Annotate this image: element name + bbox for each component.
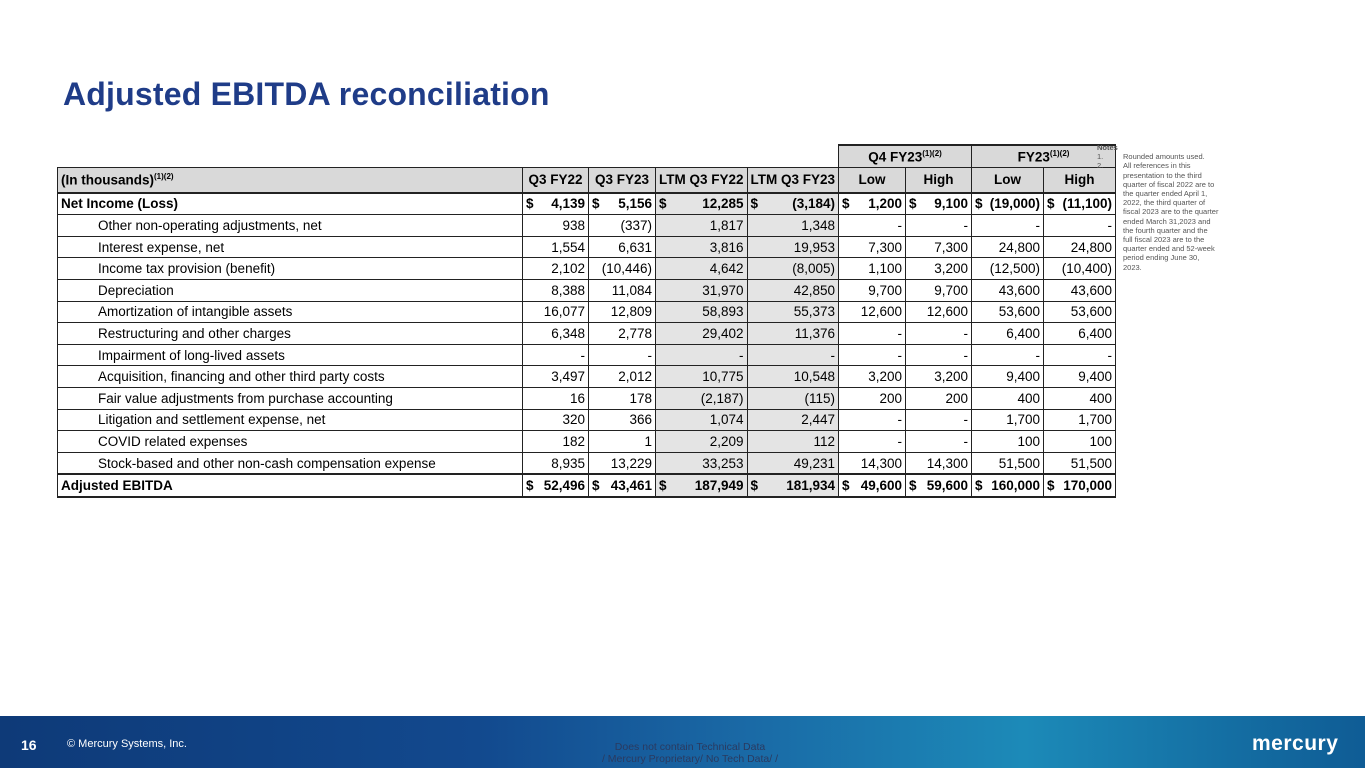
cell-value: 14,300 bbox=[906, 452, 972, 474]
cell-value: 8,388 bbox=[523, 279, 589, 301]
cell-value: 16 bbox=[523, 387, 589, 409]
column-header: LTM Q3 FY23 bbox=[747, 167, 839, 193]
cell-value: 400 bbox=[972, 387, 1044, 409]
cell-value: - bbox=[839, 215, 906, 237]
cell-value: 9,700 bbox=[906, 279, 972, 301]
cell-value: 3,200 bbox=[839, 366, 906, 388]
cell-value: 7,300 bbox=[906, 236, 972, 258]
dollar-sign: $ bbox=[592, 478, 600, 494]
dollar-sign: $ bbox=[592, 196, 600, 212]
row-label: Adjusted EBITDA bbox=[58, 474, 523, 497]
cell-value: 320 bbox=[523, 409, 589, 431]
column-header: Low bbox=[839, 167, 906, 193]
cell-value: 51,500 bbox=[972, 452, 1044, 474]
row-label: Stock-based and other non-cash compensation expense bbox=[58, 452, 523, 474]
cell-value: 9,700 bbox=[839, 279, 906, 301]
cell-value: $ 52,496 bbox=[523, 474, 589, 497]
cell-value: - bbox=[972, 344, 1044, 366]
cell-value: (2,187) bbox=[656, 387, 748, 409]
cell-value: 1,348 bbox=[747, 215, 839, 237]
cell-value: 4,642 bbox=[656, 258, 748, 280]
cell-value: - bbox=[906, 215, 972, 237]
row-label: Amortization of intangible assets bbox=[58, 301, 523, 323]
copyright: © Mercury Systems, Inc. bbox=[67, 738, 187, 750]
row-label: Fair value adjustments from purchase accounting bbox=[58, 387, 523, 409]
cell-value: - bbox=[906, 409, 972, 431]
table-row bbox=[58, 344, 1116, 366]
column-header-row bbox=[58, 167, 1116, 193]
row-label: Depreciation bbox=[58, 279, 523, 301]
table-row bbox=[58, 366, 1116, 388]
cell-value: 31,970 bbox=[656, 279, 748, 301]
cell-value: - bbox=[747, 344, 839, 366]
cell-value: (12,500) bbox=[972, 258, 1044, 280]
cell-value: 1,554 bbox=[523, 236, 589, 258]
cell-value: 49,231 bbox=[747, 452, 839, 474]
cell-value: 43,600 bbox=[972, 279, 1044, 301]
group-header-row bbox=[58, 145, 1116, 167]
column-header: High bbox=[1044, 167, 1116, 193]
table-row bbox=[58, 323, 1116, 345]
cell-value: 6,400 bbox=[1044, 323, 1116, 345]
cell-value: - bbox=[589, 344, 656, 366]
table-row bbox=[58, 215, 1116, 237]
cell-value: 12,809 bbox=[589, 301, 656, 323]
table-row bbox=[58, 387, 1116, 409]
table-row bbox=[58, 193, 1116, 215]
column-header: High bbox=[906, 167, 972, 193]
dollar-sign: $ bbox=[975, 196, 983, 212]
page-number: 16 bbox=[21, 737, 37, 753]
cell-value: (10,400) bbox=[1044, 258, 1116, 280]
table-row bbox=[58, 431, 1116, 453]
table-row bbox=[58, 279, 1116, 301]
row-label: Net Income (Loss) bbox=[58, 193, 523, 215]
cell-value: 51,500 bbox=[1044, 452, 1116, 474]
cell-value: 1,817 bbox=[656, 215, 748, 237]
cell-value: 53,600 bbox=[972, 301, 1044, 323]
cell-value: 42,850 bbox=[747, 279, 839, 301]
cell-value: 178 bbox=[589, 387, 656, 409]
dollar-sign: $ bbox=[659, 478, 667, 494]
cell-value: 33,253 bbox=[656, 452, 748, 474]
cell-value: 9,400 bbox=[972, 366, 1044, 388]
cell-value: 6,400 bbox=[972, 323, 1044, 345]
cell-value: 3,497 bbox=[523, 366, 589, 388]
cell-value: 938 bbox=[523, 215, 589, 237]
cell-value: 1 bbox=[589, 431, 656, 453]
cell-value: - bbox=[1044, 215, 1116, 237]
row-label: Acquisition, financing and other third party costs bbox=[58, 366, 523, 388]
notes-heading: Notes bbox=[1097, 143, 1118, 152]
cell-value: (115) bbox=[747, 387, 839, 409]
cell-value: $ (11,100) bbox=[1044, 193, 1116, 215]
cell-value: $ 5,156 bbox=[589, 193, 656, 215]
column-header: LTM Q3 FY22 bbox=[656, 167, 748, 193]
cell-value: 12,600 bbox=[906, 301, 972, 323]
cell-value: 19,953 bbox=[747, 236, 839, 258]
cell-value: $ 59,600 bbox=[906, 474, 972, 497]
dollar-sign: $ bbox=[909, 196, 917, 212]
mercury-logo: mercury bbox=[1252, 732, 1339, 755]
cell-value: 13,229 bbox=[589, 452, 656, 474]
cell-value: - bbox=[839, 431, 906, 453]
cell-value: 1,700 bbox=[972, 409, 1044, 431]
cell-value: 112 bbox=[747, 431, 839, 453]
row-label: Interest expense, net bbox=[58, 236, 523, 258]
table-row bbox=[58, 301, 1116, 323]
cell-value: (8,005) bbox=[747, 258, 839, 280]
dollar-sign: $ bbox=[659, 196, 667, 212]
cell-value: (337) bbox=[589, 215, 656, 237]
dollar-sign: $ bbox=[526, 196, 534, 212]
cell-value: 43,600 bbox=[1044, 279, 1116, 301]
cell-value: $ 1,200 bbox=[839, 193, 906, 215]
dollar-sign: $ bbox=[526, 478, 534, 494]
note-item: 1. Rounded amounts used. bbox=[1097, 152, 1205, 162]
dollar-sign: $ bbox=[1047, 196, 1055, 212]
cell-value: 2,778 bbox=[589, 323, 656, 345]
dollar-sign: $ bbox=[975, 478, 983, 494]
cell-value: 2,012 bbox=[589, 366, 656, 388]
notes bbox=[1097, 143, 1219, 272]
column-header: Q3 FY22 bbox=[523, 167, 589, 193]
row-label: Litigation and settlement expense, net bbox=[58, 409, 523, 431]
cell-value: 100 bbox=[972, 431, 1044, 453]
group-header-fy23: $FY23^{(1)(2)}$ bbox=[972, 145, 1116, 167]
cell-value: 182 bbox=[523, 431, 589, 453]
dollar-sign: $ bbox=[750, 478, 759, 494]
dollar-sign: $ bbox=[909, 478, 917, 494]
cell-value: 11,376 bbox=[747, 323, 839, 345]
cell-value: 10,775 bbox=[656, 366, 748, 388]
cell-value: 7,300 bbox=[839, 236, 906, 258]
cell-value: 8,935 bbox=[523, 452, 589, 474]
cell-value: 29,402 bbox=[656, 323, 748, 345]
ebitda-table bbox=[57, 144, 1116, 498]
cell-value: $ 4,139 bbox=[523, 193, 589, 215]
cell-value: 16,077 bbox=[523, 301, 589, 323]
cell-value: - bbox=[839, 344, 906, 366]
disclaimer: Does not contain Technical Data / Mercury Proprietary/ No Tech Data/ / bbox=[601, 741, 779, 765]
cell-value: 10,548 bbox=[747, 366, 839, 388]
cell-value: - bbox=[906, 344, 972, 366]
cell-value: $ 160,000 bbox=[972, 474, 1044, 497]
cell-value: 400 bbox=[1044, 387, 1116, 409]
cell-value: $ (3,184) bbox=[747, 193, 839, 215]
cell-value: 53,600 bbox=[1044, 301, 1116, 323]
dollar-sign: $ bbox=[842, 478, 850, 494]
cell-value: 366 bbox=[589, 409, 656, 431]
cell-value: - bbox=[839, 409, 906, 431]
cell-value: $ (19,000) bbox=[972, 193, 1044, 215]
cell-value: - bbox=[839, 323, 906, 345]
cell-value: $ 9,100 bbox=[906, 193, 972, 215]
row-label: COVID related expenses bbox=[58, 431, 523, 453]
cell-value: 1,074 bbox=[656, 409, 748, 431]
cell-value: 1,700 bbox=[1044, 409, 1116, 431]
cell-value: $ 49,600 bbox=[839, 474, 906, 497]
dollar-sign: $ bbox=[1047, 478, 1055, 494]
cell-value: $ 43,461 bbox=[589, 474, 656, 497]
table-row bbox=[58, 409, 1116, 431]
cell-value: - bbox=[906, 431, 972, 453]
total-row bbox=[58, 474, 1116, 497]
cell-value: 9,400 bbox=[1044, 366, 1116, 388]
cell-value: - bbox=[906, 323, 972, 345]
dollar-sign: $ bbox=[750, 196, 759, 212]
cell-value: 14,300 bbox=[839, 452, 906, 474]
cell-value: 100 bbox=[1044, 431, 1116, 453]
cell-value: 24,800 bbox=[972, 236, 1044, 258]
cell-value: $ 187,949 bbox=[656, 474, 748, 497]
table-row bbox=[58, 236, 1116, 258]
cell-value: 55,373 bbox=[747, 301, 839, 323]
cell-value: 58,893 bbox=[656, 301, 748, 323]
cell-value: (10,446) bbox=[589, 258, 656, 280]
cell-value: 6,348 bbox=[523, 323, 589, 345]
column-header: Q3 FY23 bbox=[589, 167, 656, 193]
cell-value: - bbox=[523, 344, 589, 366]
cell-value: 200 bbox=[906, 387, 972, 409]
cell-value: 1,100 bbox=[839, 258, 906, 280]
cell-value: $ 181,934 bbox=[747, 474, 839, 497]
cell-value: 12,600 bbox=[839, 301, 906, 323]
row-label: Impairment of long-lived assets bbox=[58, 344, 523, 366]
cell-value: $ 12,285 bbox=[656, 193, 748, 215]
cell-value: 3,200 bbox=[906, 258, 972, 280]
row-label: Restructuring and other charges bbox=[58, 323, 523, 345]
cell-value: $ 170,000 bbox=[1044, 474, 1116, 497]
cell-value: - bbox=[656, 344, 748, 366]
cell-value: 11,084 bbox=[589, 279, 656, 301]
cell-value: 2,209 bbox=[656, 431, 748, 453]
cell-value: 2,447 bbox=[747, 409, 839, 431]
dollar-sign: $ bbox=[842, 196, 850, 212]
column-header: Low bbox=[972, 167, 1044, 193]
cell-value: - bbox=[972, 215, 1044, 237]
page-title: Adjusted EBITDA reconciliation bbox=[63, 76, 550, 112]
cell-value: 200 bbox=[839, 387, 906, 409]
note-item: 2. All references in this presentation to the third quarter of fiscal 2022 are to the quarter ended April 1, 2022, the third quarter of fiscal 2023 are to the quarter ended March 31,2023 and the fourth quarter and the full fiscal 2023 are to the quarter ended and 52-week period ending June 30, 2023. bbox=[1097, 161, 1219, 272]
cell-value: 3,200 bbox=[906, 366, 972, 388]
cell-value: 6,631 bbox=[589, 236, 656, 258]
cell-value: 24,800 bbox=[1044, 236, 1116, 258]
cell-value: 3,816 bbox=[656, 236, 748, 258]
cell-value: - bbox=[1044, 344, 1116, 366]
table-row bbox=[58, 452, 1116, 474]
label-header: (In thousands)$^{(1)(2)}$ bbox=[58, 167, 523, 193]
table-row bbox=[58, 258, 1116, 280]
row-label: Income tax provision (benefit) bbox=[58, 258, 523, 280]
row-label: Other non-operating adjustments, net bbox=[58, 215, 523, 237]
group-header-q4fy23: Q4 $FY23^{(1)(2)}$ bbox=[839, 145, 972, 167]
cell-value: 2,102 bbox=[523, 258, 589, 280]
